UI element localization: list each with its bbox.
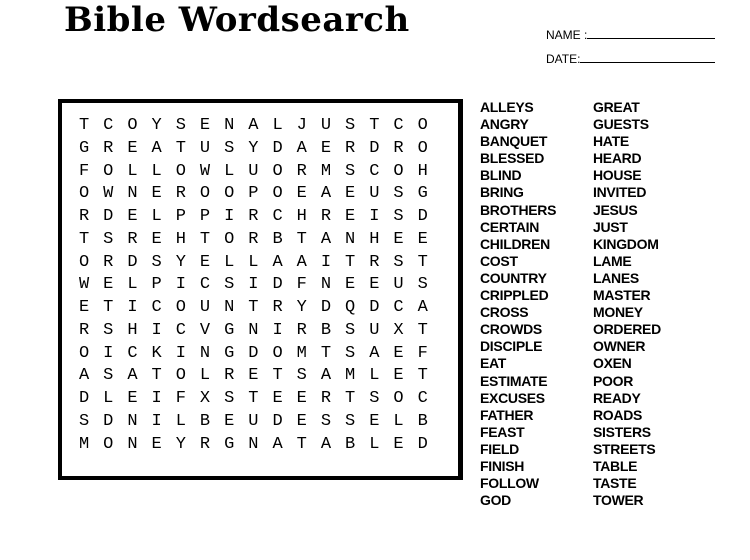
grid-letter[interactable]: B	[272, 229, 283, 249]
grid-letter[interactable]: G	[224, 343, 235, 363]
word-list-item: HEARD	[593, 150, 642, 167]
word-list-item: FATHER	[480, 406, 534, 423]
grid-letter[interactable]: E	[393, 366, 404, 386]
grid-letter[interactable]: T	[296, 229, 307, 249]
grid-letter[interactable]: A	[272, 252, 283, 272]
grid-letter[interactable]: I	[175, 343, 186, 363]
grid-letter[interactable]: I	[369, 207, 380, 226]
word-list-item: HATE	[593, 133, 629, 150]
grid-letter[interactable]: C	[393, 298, 404, 317]
grid-letter[interactable]: E	[199, 252, 211, 272]
grid-letter[interactable]: U	[248, 411, 259, 431]
grid-letter[interactable]: A	[272, 434, 283, 454]
word-list-item: LANES	[593, 269, 639, 286]
grid-letter[interactable]: C	[199, 275, 211, 295]
grid-letter[interactable]: O	[175, 298, 186, 317]
grid-letter[interactable]: E	[393, 343, 404, 363]
word-list-item: CHILDREN	[480, 235, 550, 252]
grid-letter[interactable]: T	[78, 116, 90, 135]
grid-letter[interactable]: S	[417, 275, 428, 295]
grid-letter[interactable]: I	[103, 343, 114, 363]
grid-letter[interactable]: R	[78, 320, 90, 340]
grid-letter[interactable]: N	[248, 434, 259, 454]
word-list-item: CROWDS	[480, 321, 542, 338]
grid-letter[interactable]: Y	[175, 434, 186, 454]
word-list-item: EAT	[480, 355, 507, 372]
word-list-item: FOLLOW	[480, 475, 539, 492]
grid-letter[interactable]: N	[127, 434, 138, 454]
grid-letter[interactable]: Y	[248, 138, 259, 158]
grid-letter[interactable]: R	[103, 252, 114, 272]
grid-letter[interactable]: Q	[345, 298, 356, 317]
grid-letter[interactable]: U	[369, 320, 380, 340]
grid-letter[interactable]: D	[369, 298, 380, 317]
word-list-item: LAME	[593, 252, 632, 269]
grid-letter[interactable]: L	[224, 161, 235, 181]
grid-letter[interactable]: B	[199, 411, 211, 431]
word-list-item: COST	[480, 252, 518, 269]
grid-letter[interactable]: M	[345, 366, 356, 386]
grid-letter[interactable]: P	[199, 207, 211, 226]
grid-letter[interactable]: R	[296, 320, 307, 340]
grid-letter[interactable]: R	[320, 389, 332, 408]
grid-letter[interactable]: E	[224, 411, 235, 431]
grid-letter[interactable]: D	[417, 434, 428, 454]
grid-letter[interactable]: E	[345, 184, 356, 204]
name-blank[interactable]	[587, 27, 715, 39]
word-list-item: READY	[593, 389, 641, 406]
word-list-item: TASTE	[593, 475, 637, 492]
grid-letter[interactable]: D	[417, 207, 428, 226]
grid-letter[interactable]: O	[78, 252, 90, 272]
grid-letter[interactable]: H	[369, 229, 380, 249]
grid-letter[interactable]: E	[151, 184, 162, 204]
grid-letter[interactable]: E	[369, 275, 380, 295]
grid-letter[interactable]: P	[175, 207, 186, 226]
grid-letter[interactable]: T	[248, 389, 259, 408]
grid-letter[interactable]: I	[272, 320, 283, 340]
grid-letter[interactable]: A	[320, 184, 332, 204]
grid-letter[interactable]: E	[127, 389, 138, 408]
grid-letter[interactable]: F	[417, 343, 428, 363]
grid-letter[interactable]: R	[78, 207, 90, 226]
grid-letter[interactable]: I	[151, 320, 162, 340]
grid-letter[interactable]: O	[78, 184, 90, 204]
grid-letter[interactable]: T	[417, 366, 428, 386]
word-list-item: JUST	[593, 218, 628, 235]
grid-letter[interactable]: D	[127, 252, 138, 272]
grid-letter[interactable]: S	[103, 229, 114, 249]
grid-letter[interactable]: N	[127, 184, 138, 204]
grid-letter[interactable]: G	[417, 184, 428, 204]
grid-letter[interactable]: N	[248, 320, 259, 340]
grid-letter[interactable]: S	[103, 320, 114, 340]
grid-letter[interactable]: E	[151, 229, 162, 249]
word-list-item: OXEN	[593, 355, 632, 372]
word-list-column-1	[480, 99, 556, 509]
grid-letter[interactable]: R	[199, 434, 211, 454]
word-list-item: CERTAIN	[480, 218, 540, 235]
grid-letter[interactable]: K	[151, 343, 162, 363]
word-list-item: CRIPPLED	[480, 287, 549, 304]
date-field	[546, 51, 715, 66]
word-list-item: MONEY	[593, 304, 643, 321]
grid-letter[interactable]: S	[296, 366, 307, 386]
grid-letter[interactable]: A	[296, 252, 307, 272]
grid-letter[interactable]: D	[103, 207, 114, 226]
word-list-item: POOR	[593, 372, 634, 389]
grid-letter[interactable]: S	[224, 275, 235, 295]
grid-letter[interactable]: T	[78, 229, 90, 249]
word-list-item: HOUSE	[593, 167, 642, 184]
grid-letter[interactable]: L	[369, 434, 380, 454]
grid-letter[interactable]: D	[369, 138, 380, 158]
word-list-item: ESTIMATE	[480, 372, 548, 389]
grid-letter[interactable]: R	[248, 207, 259, 226]
grid-letter[interactable]: O	[78, 343, 90, 363]
grid-letter[interactable]: E	[78, 298, 90, 317]
grid-letter[interactable]: C	[127, 343, 138, 363]
grid-letter[interactable]: C	[151, 298, 162, 317]
grid-letter[interactable]: Y	[151, 116, 162, 135]
grid-letter[interactable]: A	[320, 366, 332, 386]
grid-letter[interactable]: E	[345, 207, 356, 226]
grid-letter[interactable]: L	[175, 411, 186, 431]
grid-letter[interactable]: E	[272, 389, 283, 408]
grid-letter[interactable]: L	[151, 161, 162, 181]
word-list-item: JESUS	[593, 201, 638, 218]
grid-letter[interactable]: U	[320, 116, 332, 135]
date-label: DATE:	[546, 52, 581, 66]
word-list-item: CROSS	[480, 304, 529, 321]
grid-letter[interactable]: D	[78, 389, 90, 408]
grid-letter[interactable]: F	[296, 275, 307, 295]
grid-letter[interactable]: R	[393, 138, 404, 158]
grid-letter[interactable]: J	[296, 116, 307, 135]
grid-letter[interactable]: S	[345, 116, 356, 135]
grid-letter[interactable]: A	[369, 343, 380, 363]
letter-grid	[72, 115, 435, 456]
grid-letter[interactable]: E	[296, 389, 307, 408]
word-list-item: FIELD	[480, 440, 519, 457]
grid-letter[interactable]: E	[393, 434, 404, 454]
grid-letter[interactable]: E	[320, 138, 332, 158]
grid-letter[interactable]: B	[320, 320, 332, 340]
grid-letter[interactable]: U	[199, 298, 211, 317]
word-list-item: BRING	[480, 184, 524, 201]
grid-letter[interactable]: T	[248, 298, 259, 317]
grid-letter[interactable]: D	[272, 138, 283, 158]
grid-letter[interactable]: H	[417, 161, 428, 181]
grid-letter[interactable]: U	[393, 275, 404, 295]
grid-letter[interactable]: H	[175, 229, 186, 249]
grid-letter[interactable]: S	[151, 252, 162, 272]
grid-letter[interactable]: N	[320, 275, 332, 295]
grid-letter[interactable]: M	[320, 161, 332, 181]
grid-letter[interactable]: S	[103, 366, 114, 386]
grid-letter[interactable]: R	[345, 138, 356, 158]
grid-letter[interactable]: L	[103, 389, 114, 408]
grid-letter[interactable]: E	[127, 138, 138, 158]
grid-letter[interactable]: P	[248, 184, 259, 204]
grid-letter[interactable]: M	[78, 434, 90, 454]
grid-letter[interactable]: E	[151, 434, 162, 454]
grid-letter[interactable]: I	[320, 252, 332, 272]
grid-letter[interactable]: D	[320, 298, 332, 317]
grid-letter[interactable]: L	[199, 366, 211, 386]
grid-letter[interactable]: T	[417, 320, 428, 340]
grid-letter[interactable]: R	[175, 184, 186, 204]
grid-letter[interactable]: N	[224, 298, 235, 317]
grid-letter[interactable]: H	[296, 207, 307, 226]
grid-letter[interactable]: T	[151, 366, 162, 386]
grid-letter[interactable]: R	[272, 298, 283, 317]
grid-letter[interactable]: A	[248, 116, 259, 135]
grid-letter[interactable]: E	[296, 184, 307, 204]
grid-letter[interactable]: Y	[296, 298, 307, 317]
grid-letter[interactable]: T	[272, 366, 283, 386]
grid-letter[interactable]: O	[103, 434, 114, 454]
grid-letter[interactable]: O	[103, 161, 114, 181]
grid-letter[interactable]: R	[224, 366, 235, 386]
grid-letter[interactable]: S	[78, 411, 90, 431]
grid-letter[interactable]: E	[345, 275, 356, 295]
word-list-item: BLIND	[480, 167, 522, 184]
grid-letter[interactable]: L	[369, 366, 380, 386]
word-list-item: STREETS	[593, 440, 656, 457]
grid-letter[interactable]: O	[199, 184, 211, 204]
grid-letter[interactable]: O	[224, 184, 235, 204]
grid-letter[interactable]: A	[417, 298, 428, 317]
grid-letter[interactable]: O	[393, 161, 404, 181]
grid-letter[interactable]: E	[127, 207, 138, 226]
word-list-item: MASTER	[593, 287, 651, 304]
grid-letter[interactable]: G	[224, 434, 235, 454]
name-label: NAME :	[546, 28, 588, 42]
grid-letter[interactable]: G	[78, 138, 90, 158]
grid-letter[interactable]: A	[127, 366, 138, 386]
grid-letter[interactable]: A	[320, 229, 332, 249]
word-list-item: GREAT	[593, 99, 640, 115]
grid-letter[interactable]: S	[393, 184, 404, 204]
grid-letter[interactable]: T	[296, 434, 307, 454]
word-list-item: FINISH	[480, 457, 525, 474]
grid-letter[interactable]: U	[369, 184, 380, 204]
grid-letter[interactable]: F	[78, 161, 90, 181]
grid-letter[interactable]: O	[224, 229, 235, 249]
grid-letter[interactable]: V	[199, 320, 211, 340]
word-list-item: OWNER	[593, 338, 646, 355]
grid-letter[interactable]: O	[393, 389, 404, 408]
grid-letter[interactable]: N	[345, 229, 356, 249]
grid-letter[interactable]: E	[393, 229, 404, 249]
word-list-item: ORDERED	[593, 321, 661, 338]
grid-letter[interactable]: I	[151, 389, 162, 408]
grid-letter[interactable]: T	[417, 252, 428, 272]
word-list-item: TOWER	[593, 492, 644, 509]
page-title: Bible Wordsearch	[64, 0, 410, 40]
grid-letter[interactable]: R	[320, 207, 332, 226]
grid-letter[interactable]: C	[393, 116, 404, 135]
grid-letter[interactable]: O	[417, 116, 428, 135]
word-list-item: TABLE	[593, 457, 638, 474]
grid-letter[interactable]: O	[417, 138, 428, 158]
word-list-column-2	[593, 99, 661, 509]
grid-letter[interactable]: S	[393, 252, 404, 272]
grid-letter[interactable]: A	[320, 434, 332, 454]
grid-letter[interactable]: L	[127, 161, 138, 181]
name-field	[546, 27, 715, 42]
grid-letter[interactable]: T	[345, 252, 356, 272]
grid-letter[interactable]: N	[224, 116, 235, 135]
grid-letter[interactable]: O	[272, 343, 283, 363]
grid-letter[interactable]: O	[175, 366, 186, 386]
grid-letter[interactable]: O	[272, 161, 283, 181]
word-list-item: KINGDOM	[593, 235, 659, 252]
date-blank[interactable]	[580, 51, 715, 63]
word-list-item: EXCUSES	[480, 389, 545, 406]
grid-letter[interactable]: B	[417, 411, 428, 431]
grid-letter[interactable]: A	[296, 138, 307, 158]
grid-letter[interactable]: H	[127, 320, 138, 340]
grid-letter[interactable]: A	[151, 138, 162, 158]
grid-letter[interactable]: B	[345, 434, 356, 454]
grid-letter[interactable]: R	[127, 229, 138, 249]
grid-letter[interactable]: S	[345, 320, 356, 340]
grid-letter[interactable]: R	[103, 138, 114, 158]
grid-letter[interactable]: C	[103, 116, 114, 135]
grid-letter[interactable]: E	[369, 411, 380, 431]
grid-letter[interactable]: E	[296, 411, 307, 431]
grid-letter[interactable]: D	[272, 275, 283, 295]
grid-letter[interactable]: X	[393, 320, 404, 340]
word-list-item: DISCIPLE	[480, 338, 543, 355]
grid-letter[interactable]: C	[175, 320, 186, 340]
grid-letter[interactable]: S	[175, 116, 186, 135]
grid-letter[interactable]: L	[272, 116, 283, 135]
grid-letter[interactable]: I	[248, 275, 259, 295]
grid-letter[interactable]: S	[345, 161, 356, 181]
grid-letter[interactable]: F	[175, 389, 186, 408]
word-list-item: BLESSED	[480, 150, 545, 167]
grid-letter[interactable]: I	[175, 275, 186, 295]
grid-letter[interactable]: S	[224, 389, 235, 408]
word-list-item: ALLEYS	[480, 99, 534, 115]
grid-letter[interactable]: L	[393, 411, 404, 431]
grid-letter[interactable]: G	[224, 320, 235, 340]
grid-letter[interactable]: C	[369, 161, 380, 181]
grid-letter[interactable]: L	[127, 275, 138, 295]
grid-letter[interactable]: T	[320, 343, 332, 363]
grid-letter[interactable]: E	[417, 229, 428, 249]
grid-letter[interactable]: P	[151, 275, 162, 295]
word-list-item: ROADS	[593, 406, 643, 423]
word-list-item: SISTERS	[593, 423, 651, 440]
grid-letter[interactable]: A	[78, 366, 90, 386]
grid-letter[interactable]: D	[248, 343, 259, 363]
grid-letter[interactable]: T	[369, 116, 380, 135]
grid-letter[interactable]: O	[272, 184, 283, 204]
grid-letter[interactable]: I	[127, 298, 138, 317]
grid-letter[interactable]: W	[78, 275, 90, 295]
grid-letter[interactable]: N	[199, 343, 211, 363]
grid-letter[interactable]: R	[248, 229, 259, 249]
grid-letter[interactable]: E	[103, 275, 114, 295]
word-list-item: COUNTRY	[480, 269, 547, 286]
grid-letter[interactable]: W	[103, 184, 114, 204]
grid-letter[interactable]: Y	[175, 252, 186, 272]
grid-letter[interactable]: I	[151, 411, 162, 431]
grid-letter[interactable]: W	[199, 161, 211, 181]
grid-letter[interactable]: T	[175, 138, 186, 158]
grid-letter[interactable]: S	[393, 207, 404, 226]
grid-letter[interactable]: T	[199, 229, 211, 249]
grid-letter[interactable]: U	[248, 161, 259, 181]
grid-letter[interactable]: L	[151, 207, 162, 226]
grid-letter[interactable]: N	[127, 411, 138, 431]
grid-letter[interactable]: D	[103, 411, 114, 431]
grid-letter[interactable]: L	[224, 252, 235, 272]
grid-letter[interactable]: T	[103, 298, 114, 317]
grid-letter[interactable]: S	[320, 411, 332, 431]
word-list-item: ANGRY	[480, 116, 529, 133]
grid-letter[interactable]: M	[296, 343, 307, 363]
word-list-item: GUESTS	[593, 116, 649, 133]
grid-letter[interactable]: S	[345, 411, 356, 431]
word-list-item: INVITED	[593, 184, 647, 201]
grid-letter[interactable]: S	[224, 138, 235, 158]
grid-letter[interactable]: O	[175, 161, 186, 181]
word-list-item: FEAST	[480, 423, 525, 440]
grid-letter[interactable]: E	[248, 366, 259, 386]
grid-letter[interactable]: T	[345, 389, 356, 408]
grid-letter[interactable]: U	[199, 138, 211, 158]
grid-letter[interactable]: R	[369, 252, 380, 272]
word-list-item: GOD	[480, 492, 511, 509]
grid-letter[interactable]: I	[224, 207, 235, 226]
puzzle-box	[58, 99, 463, 480]
grid-letter[interactable]: S	[369, 389, 380, 408]
word-list-item: BROTHERS	[480, 201, 557, 218]
grid-letter[interactable]: D	[272, 411, 283, 431]
grid-letter[interactable]: X	[199, 389, 211, 408]
grid-letter[interactable]: L	[248, 252, 259, 272]
word-list-item: BANQUET	[480, 133, 548, 150]
grid-letter[interactable]: C	[272, 207, 283, 226]
grid-letter[interactable]: O	[127, 116, 138, 135]
grid-letter[interactable]: S	[345, 343, 356, 363]
grid-letter[interactable]: E	[199, 116, 211, 135]
grid-letter[interactable]: C	[417, 389, 428, 408]
grid-letter[interactable]: R	[296, 161, 307, 181]
